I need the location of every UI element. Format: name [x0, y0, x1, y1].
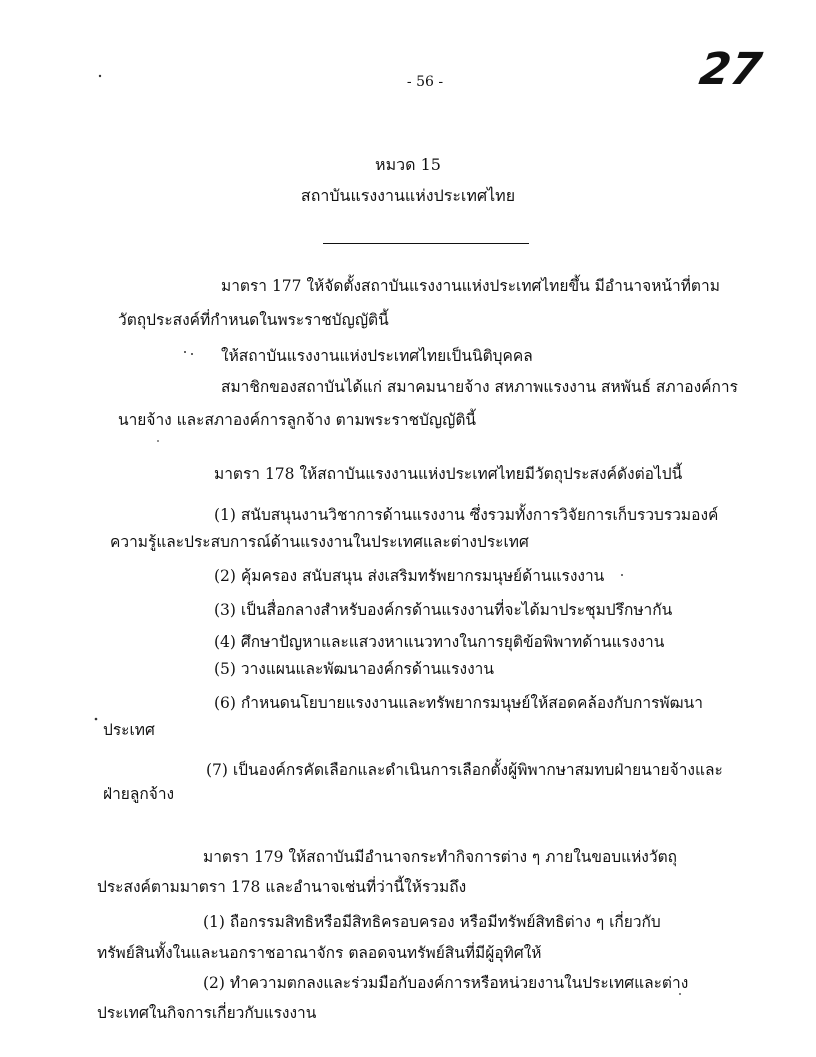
section-178-line-1: มาตรา 178 ให้สถาบันแรงงานแห่งประเทศไทยมีวัตถุประสงค์ดังต่อไปนี้ [214, 465, 683, 483]
section-178-item-5: (5) วางแผนและพัฒนาองค์กรด้านแรงงาน [214, 660, 494, 678]
chapter-title: สถาบันแรงงานแห่งประเทศไทย [300, 186, 516, 205]
section-178-item-3: (3) เป็นสื่อกลางสำหรับองค์กรด้านแรงงานที่จะได้มาประชุมปรึกษากัน [214, 601, 673, 619]
section-178-item-7-line-1: (7) เป็นองค์กรคัดเลือกและดำเนินการเลือกตั้งผู้พิพากษาสมทบฝ่ายนายจ้างและ [206, 761, 723, 779]
section-177-line-3: ให้สถาบันแรงงานแห่งประเทศไทยเป็นนิติบุคคล [221, 347, 533, 365]
handwritten-page-number: 27 [696, 44, 765, 95]
section-179-item-2-line-2: ประเทศในกิจการเกี่ยวกับแรงงาน [97, 1004, 317, 1022]
section-179-item-2-line-1: (2) ทำความตกลงและร่วมมือกับองค์การหรือหน่วยงานในประเทศและต่าง [203, 974, 689, 992]
section-178-item-7-line-2: ฝ่ายลูกจ้าง [103, 785, 175, 803]
page-number: - 56 - [406, 74, 444, 90]
section-179-item-1-line-1: (1) ถือกรรมสิทธิหรือมีสิทธิครอบครอง หรือมีทรัพย์สิทธิต่าง ๆ เกี่ยวกับ [203, 913, 661, 931]
section-178-item-4: (4) ศึกษาปัญหาและแสวงหาแนวทางในการยุติข้อพิพาทด้านแรงงาน [214, 633, 665, 651]
section-179-item-1-line-2: ทรัพย์สินทั้งในและนอกราชอาณาจักร ตลอดจนทรัพย์สินที่มีผู้อุทิศให้ [97, 944, 542, 962]
section-177-line-4: สมาชิกของสถาบันได้แก่ สมาคมนายจ้าง สหภาพแรงงาน สหพันธ์ สภาองค์การ [221, 378, 738, 396]
section-177-line-2: วัตถุประสงค์ที่กำหนดในพระราชบัญญัตินี้ [118, 311, 389, 329]
section-178-item-1-line-1: (1) สนับสนุนงานวิชาการด้านแรงงาน ซึ่งรวมทั้งการวิจัยการเก็บรวบรวมองค์ [214, 506, 719, 524]
section-178-item-2: (2) คุ้มครอง สนับสนุน ส่งเสริมทรัพยากรมนุษย์ด้านแรงงาน [214, 567, 605, 585]
section-178-item-6-line-1: (6) กำหนดนโยบายแรงงานและทรัพยากรมนุษย์ให้สอดคล้องกับการพัฒนา [214, 694, 703, 712]
section-179-line-1: มาตรา 179 ให้สถาบันมีอำนาจกระทำกิจการต่าง ๆ ภายในขอบแห่งวัตถุ [203, 848, 678, 866]
chapter-heading: หมวด 15 [375, 155, 441, 174]
section-177-line-1: มาตรา 177 ให้จัดตั้งสถาบันแรงงานแห่งประเทศไทยขึ้น มีอำนาจหน้าที่ตาม [221, 277, 720, 295]
section-179-line-2: ประสงค์ตามมาตรา 178 และอำนาจเช่นที่ว่านี้ให้รวมถึง [97, 878, 467, 896]
section-178-item-6-line-2: ประเทศ [103, 721, 155, 739]
section-177-line-5: นายจ้าง และสภาองค์การลูกจ้าง ตามพระราชบัญญัตินี้ [118, 411, 476, 429]
section-178-item-1-line-2: ความรู้และประสบการณ์ด้านแรงงานในประเทศและต่างประเทศ [110, 533, 529, 551]
